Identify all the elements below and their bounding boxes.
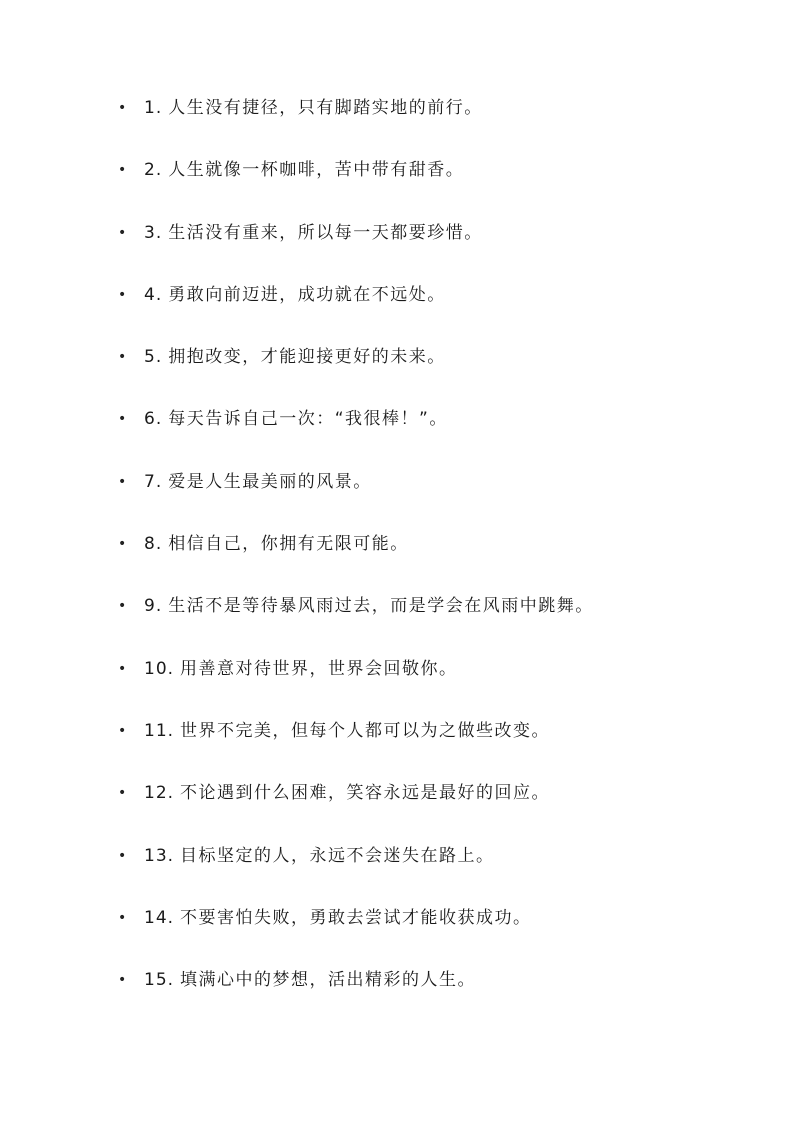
item-number: 1. [144,98,163,118]
list-item [118,966,758,1028]
item-text: 爱是人生最美丽的风景。 [168,471,372,492]
item-text: 生活没有重来，所以每一天都要珍惜。 [168,222,483,243]
item-text: 目标坚定的人，永远不会迷失在路上。 [180,845,495,866]
bullet-icon: • [118,536,127,553]
item-number: 8. [144,534,163,555]
bullet-icon: • [118,660,127,677]
list-item [118,343,758,405]
item-number: 12. [144,783,175,804]
bullet-icon: • [118,972,127,989]
list-item [118,904,758,966]
list-item [118,592,758,654]
item-number: 15. [144,970,175,991]
item-number: 13. [144,845,175,866]
item-number: 9. [144,596,163,617]
list-item [118,281,758,343]
item-text: 相信自己，你拥有无限可能。 [168,534,409,555]
item-text: 每天告诉自己一次：“我很棒！”。 [168,409,448,430]
bullet-icon: • [118,224,127,241]
bullet-icon: • [118,286,127,303]
item-text: 用善意对待世界，世界会回敬你。 [180,658,458,679]
item-number: 10. [144,658,175,679]
item-number: 3. [144,222,163,243]
list-item [118,468,758,530]
bullet-icon: • [118,722,127,739]
item-number: 2. [144,160,163,181]
quote-list [118,94,758,1028]
list-item [118,94,758,156]
list-item [118,779,758,841]
item-text: 填满心中的梦想，活出精彩的人生。 [180,970,477,991]
item-text: 世界不完美，但每个人都可以为之做些改变。 [180,720,551,741]
item-number: 11. [144,720,175,741]
list-item [118,842,758,904]
bullet-icon: • [118,847,127,864]
item-text: 不论遇到什么困难，笑容永远是最好的回应。 [180,783,551,804]
list-item [118,717,758,779]
bullet-icon: • [118,162,127,179]
bullet-icon: • [118,100,127,116]
item-text: 人生没有捷径，只有脚踏实地的前行。 [168,98,483,118]
list-item [118,219,758,281]
bullet-icon: • [118,411,127,428]
list-item [118,405,758,467]
item-text: 生活不是等待暴风雨过去，而是学会在风雨中跳舞。 [168,596,594,617]
list-item [118,530,758,592]
list-item [118,655,758,717]
item-number: 4. [144,284,163,305]
bullet-icon: • [118,473,127,490]
bullet-icon: • [118,785,127,802]
item-number: 6. [144,409,163,430]
item-text: 不要害怕失败，勇敢去尝试才能收获成功。 [180,907,532,928]
item-text: 拥抱改变，才能迎接更好的未来。 [168,347,446,368]
bullet-icon: • [118,909,127,926]
list-item [118,156,758,218]
bullet-icon: • [118,349,127,366]
item-text: 人生就像一杯咖啡，苦中带有甜香。 [168,160,465,181]
item-text: 勇敢向前迈进，成功就在不远处。 [168,284,446,305]
item-number: 7. [144,471,163,492]
bullet-icon: • [118,598,127,615]
item-number: 5. [144,347,163,368]
item-number: 14. [144,907,175,928]
